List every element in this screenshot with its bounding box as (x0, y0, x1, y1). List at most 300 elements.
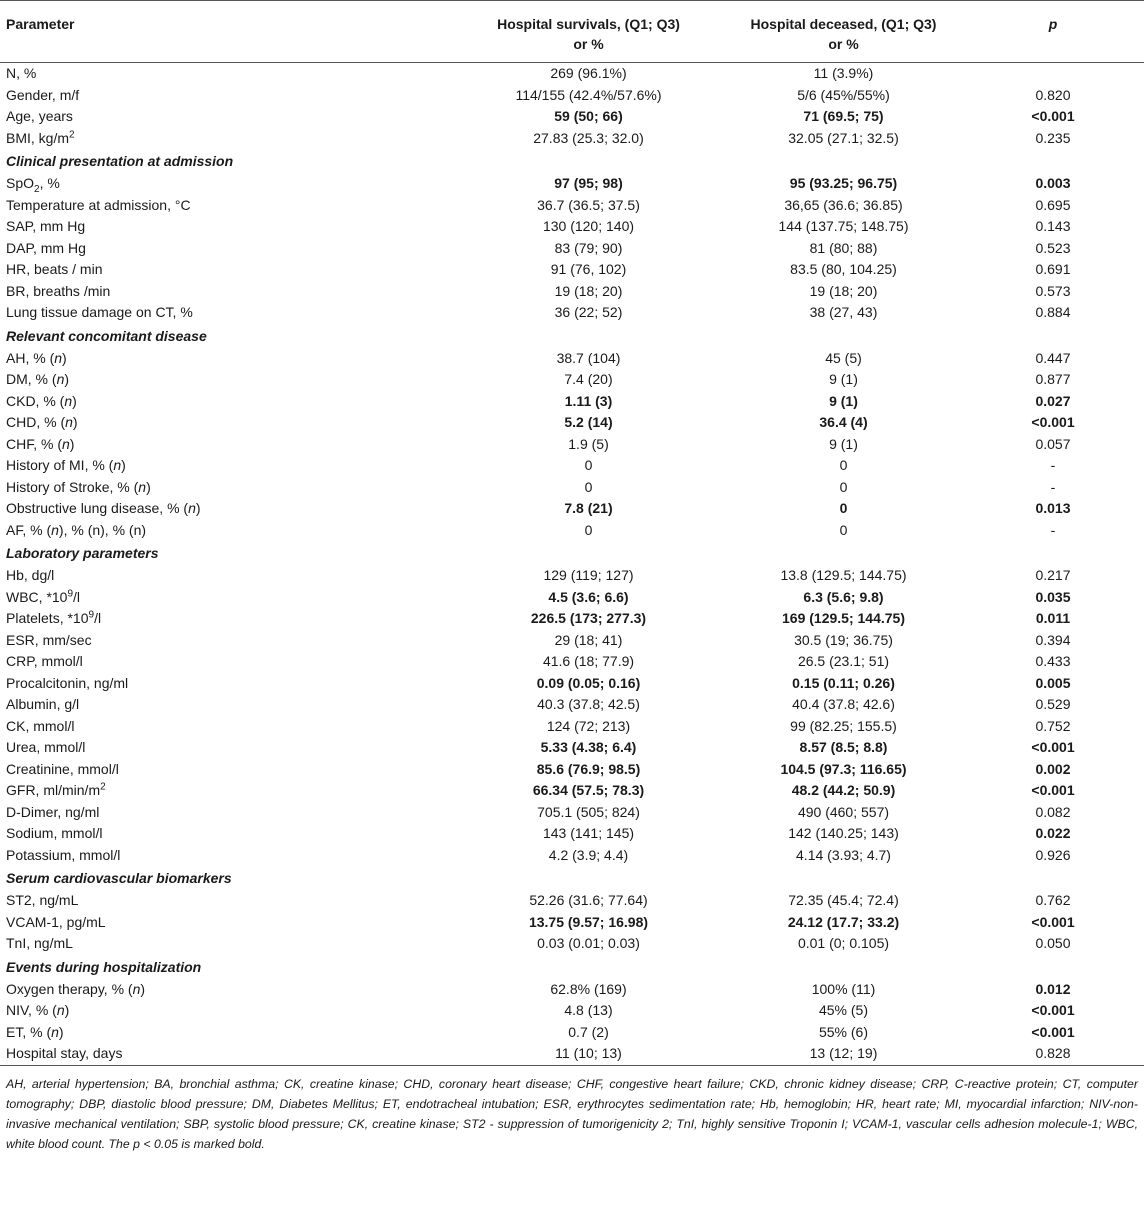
p-value-cell: - (1050, 457, 1056, 473)
parameter-cell (0, 651, 452, 673)
parameter-tail: ) (121, 457, 126, 473)
p-value-cell: 0.050 (1035, 935, 1071, 951)
survivors-cell: 0.03 (0.01; 0.03) (537, 935, 640, 951)
parameter-tail: ) (146, 478, 151, 495)
parameter-tail: /l (94, 610, 102, 626)
deceased-cell: 38 (27, 43) (809, 304, 878, 320)
table-row (0, 694, 1144, 716)
deceased-cell: 144 (137.75; 148.75) (778, 218, 909, 234)
survivors-cell: 4.2 (3.9; 4.4) (548, 846, 629, 863)
deceased-cell: 13.8 (129.5; 144.75) (780, 567, 907, 583)
deceased-cell: 0.01 (0; 0.105) (797, 935, 890, 951)
table-row (0, 890, 1144, 912)
table-row (0, 780, 1144, 802)
parameter-italic: n (51, 521, 59, 538)
parameter-label: CHF, % ( (6, 435, 62, 452)
p-value-cell: <0.001 (1031, 782, 1075, 798)
p-value-cell (962, 63, 1144, 85)
parameter-label: Albumin, g/l (6, 696, 80, 712)
section-label: Serum cardiovascular biomarkers (6, 870, 232, 886)
parameter-label: NIV, % ( (6, 1002, 57, 1018)
p-value-cell: 0.695 (1035, 196, 1071, 213)
p-value-cell: <0.001 (1031, 739, 1075, 755)
parameter-label: VCAM-1, pg/mL (6, 913, 106, 930)
p-value-cell: 0.003 (1035, 175, 1071, 191)
parameter-label: BR, breaths /min (6, 282, 111, 299)
parameter-label: Hb, dg/l (6, 567, 55, 583)
parameter-label: Urea, mmol/l (6, 739, 86, 755)
table-row (0, 651, 1144, 673)
table-row (0, 106, 1144, 128)
section-label: Clinical presentation at admission (6, 153, 234, 169)
parameter-label: AH, % ( (6, 349, 55, 366)
survivors-cell: 129 (119; 127) (543, 567, 634, 583)
parameter-label: N, % (6, 65, 37, 81)
survivors-cell: 1.11 (3) (564, 392, 613, 409)
header-deceased (725, 1, 962, 63)
parameter-cell (0, 455, 452, 477)
table-row (0, 238, 1144, 260)
deceased-cell: 45% (5) (818, 1002, 869, 1018)
header-survivors-line2: or % (573, 36, 604, 52)
table-row (0, 1022, 1144, 1044)
parameter-cell (0, 106, 452, 128)
survivors-cell: 27.83 (25.3; 32.0) (533, 129, 644, 146)
deceased-cell: 8.57 (8.5; 8.8) (799, 739, 888, 755)
parameter-label: CHD, % ( (6, 414, 66, 430)
parameter-cell (0, 565, 452, 587)
survivors-cell: 114/155 (42.4%/57.6%) (515, 86, 662, 103)
header-survivors-line1: Hospital survivals, (Q1; Q3) (497, 16, 680, 32)
parameter-label: DM, % ( (6, 371, 57, 387)
table-body (0, 63, 1144, 1066)
parameter-italic: n (188, 500, 196, 516)
deceased-cell: 30.5 (19; 36.75) (794, 631, 893, 648)
p-value-cell: <0.001 (1031, 1002, 1075, 1018)
deceased-cell: 9 (1) (829, 392, 858, 409)
parameter-italic: n (138, 478, 147, 495)
deceased-cell: 99 (82.25; 155.5) (790, 717, 897, 734)
parameter-label: WBC, *10 (6, 588, 68, 605)
table-row (0, 302, 1144, 324)
parameter-label: D-Dimer, ng/ml (6, 803, 100, 820)
deceased-cell: 45 (5) (825, 349, 862, 366)
p-value-cell: 0.217 (1035, 567, 1071, 583)
parameter-label: CKD, % ( (6, 392, 65, 409)
parameter-label: AF, % ( (6, 521, 52, 538)
table-row (0, 412, 1144, 434)
table-row (0, 173, 1144, 195)
survivors-cell: 269 (96.1%) (550, 65, 627, 81)
parameter-tail: /l (73, 588, 81, 605)
survivors-cell: 41.6 (18; 77.9) (542, 653, 635, 669)
parameter-cell (0, 434, 452, 456)
deceased-cell: 0 (839, 521, 848, 538)
parameter-cell (0, 477, 452, 499)
table-row (0, 498, 1144, 520)
parameter-tail: ) (62, 349, 67, 366)
header-p: p (1048, 16, 1058, 32)
parameter-cell (0, 391, 452, 413)
section-label: Relevant concomitant disease (6, 327, 207, 344)
parameter-italic: n (65, 414, 73, 430)
survivors-cell: 38.7 (104) (556, 349, 621, 366)
parameter-cell (0, 912, 452, 934)
deceased-cell: 48.2 (44.2; 50.9) (791, 782, 896, 798)
deceased-cell: 9 (1) (829, 435, 858, 452)
parameter-tail: ) (58, 1023, 64, 1040)
survivors-cell: 13.75 (9.57; 16.98) (528, 913, 649, 930)
table-row (0, 85, 1144, 107)
parameter-italic: n (51, 1023, 59, 1040)
deceased-cell: 36,65 (36.6; 36.85) (784, 196, 903, 213)
parameter-cell (0, 63, 452, 85)
parameter-label: SAP, mm Hg (6, 218, 86, 234)
table-row (0, 716, 1144, 738)
deceased-cell: 26.5 (23.1; 51) (797, 653, 890, 669)
parameter-label: Sodium, mmol/l (6, 825, 103, 841)
p-value-cell: 0.002 (1035, 760, 1071, 777)
parameter-cell (0, 587, 452, 609)
parameter-label: Gender, m/f (6, 86, 80, 103)
survivors-cell: 0 (584, 521, 593, 538)
section-row (0, 955, 1144, 979)
parameter-cell (0, 933, 452, 955)
parameter-cell (0, 302, 452, 324)
survivors-cell: 7.4 (20) (564, 371, 613, 387)
parameter-cell (0, 737, 452, 759)
survivors-cell: 29 (18; 41) (554, 631, 623, 648)
deceased-cell: 100% (11) (811, 980, 876, 997)
p-value-cell: 0.926 (1035, 846, 1071, 863)
survivors-cell: 0 (584, 457, 593, 473)
survivors-cell: 66.34 (57.5; 78.3) (532, 782, 645, 798)
deceased-cell: 81 (80; 88) (809, 239, 878, 256)
survivors-cell: 0.7 (2) (568, 1023, 609, 1040)
parameter-tail: ) (64, 371, 70, 387)
parameter-cell (0, 216, 452, 238)
p-value-cell: 0.082 (1035, 803, 1071, 820)
p-value-cell: 0.394 (1035, 631, 1071, 648)
parameter-tail: ) (69, 435, 75, 452)
deceased-cell: 55% (6) (818, 1023, 869, 1040)
table-row (0, 216, 1144, 238)
parameter-italic: n (113, 457, 122, 473)
p-value-cell: 0.523 (1035, 239, 1071, 256)
p-value-cell: 0.529 (1035, 696, 1071, 712)
header-survivors (452, 1, 725, 63)
parameter-cell (0, 608, 452, 630)
table-row (0, 195, 1144, 217)
survivors-cell: 40.3 (37.8; 42.5) (537, 696, 640, 712)
table-row (0, 1043, 1144, 1065)
parameter-label: History of Stroke, % ( (6, 478, 139, 495)
parameter-cell (0, 238, 452, 260)
survivors-cell: 124 (72; 213) (546, 717, 631, 734)
parameter-tail: ) (72, 414, 78, 430)
parameter-cell (0, 369, 452, 391)
survivors-cell: 59 (50; 66) (554, 108, 623, 124)
deceased-cell: 142 (140.25; 143) (788, 825, 899, 841)
parameter-tail: ) (64, 1002, 70, 1018)
parameter-tail: ) (72, 392, 77, 409)
parameter-cell (0, 759, 452, 781)
parameter-cell (0, 673, 452, 695)
survivors-cell: 62.8% (169) (550, 980, 627, 997)
header-parameter: Parameter (6, 16, 75, 32)
parameter-cell (0, 1000, 452, 1022)
section-label: Laboratory parameters (6, 545, 159, 561)
deceased-cell: 0 (839, 457, 848, 473)
parameter-cell (0, 780, 452, 802)
p-value-cell: <0.001 (1031, 414, 1075, 430)
parameter-label: ET, % ( (6, 1023, 52, 1040)
p-value-cell: 0.235 (1035, 129, 1071, 146)
deceased-cell: 0.15 (0.11; 0.26) (792, 674, 895, 691)
survivors-cell: 226.5 (173; 277.3) (530, 610, 647, 626)
survivors-cell: 130 (120; 140) (542, 218, 635, 234)
table-row (0, 1000, 1144, 1022)
section-row (0, 324, 1144, 348)
deceased-cell: 4.14 (3.93; 4.7) (796, 846, 891, 863)
parameter-subscript: 2 (34, 183, 40, 195)
parameter-cell (0, 128, 452, 150)
parameter-italic: n (64, 392, 73, 409)
parameter-label: History of MI, % ( (6, 457, 114, 473)
deceased-cell: 5/6 (45%/55%) (797, 86, 890, 103)
deceased-cell: 24.12 (17.7; 33.2) (787, 913, 900, 930)
table-row (0, 630, 1144, 652)
p-value-cell: 0.884 (1035, 304, 1071, 320)
parameter-cell (0, 1043, 452, 1065)
parameter-label: GFR, ml/min/m (6, 782, 101, 798)
survivors-cell: 4.8 (13) (564, 1002, 613, 1018)
survivors-cell: 97 (95; 98) (554, 175, 623, 191)
parameter-superscript: 2 (100, 781, 106, 793)
parameter-superscript: 2 (69, 128, 75, 140)
table-row (0, 979, 1144, 1001)
parameter-cell (0, 85, 452, 107)
table-row (0, 455, 1144, 477)
table-row (0, 281, 1144, 303)
deceased-cell: 71 (69.5; 75) (803, 108, 884, 124)
p-value-cell: 0.143 (1035, 218, 1071, 234)
table-row (0, 520, 1144, 542)
section-row (0, 866, 1144, 890)
parameter-label: BMI, kg/m (6, 129, 70, 146)
parameter-label: Platelets, *10 (6, 610, 89, 626)
parameter-italic: n (54, 349, 63, 366)
p-value-cell: 0.027 (1035, 392, 1071, 409)
parameter-label: HR, beats / min (6, 261, 103, 277)
survivors-cell: 4.5 (3.6; 6.6) (548, 588, 629, 605)
table-row (0, 477, 1144, 499)
table-row (0, 759, 1144, 781)
survivors-cell: 5.33 (4.38; 6.4) (540, 739, 637, 755)
parameter-label: ST2, ng/mL (6, 892, 79, 908)
p-value-cell: 0.762 (1035, 892, 1071, 908)
table-row (0, 933, 1144, 955)
table-row (0, 608, 1144, 630)
parameter-cell (0, 890, 452, 912)
p-value-cell: 0.752 (1035, 717, 1071, 734)
section-row (0, 541, 1144, 565)
parameter-cell (0, 195, 452, 217)
parameter-label: Potassium, mmol/l (6, 846, 121, 863)
header-deceased-line2: or % (828, 36, 859, 52)
parameter-cell (0, 348, 452, 370)
deceased-cell: 40.4 (37.8; 42.6) (792, 696, 895, 712)
table-row (0, 737, 1144, 759)
p-value-cell: 0.012 (1035, 980, 1071, 997)
table-row (0, 369, 1144, 391)
parameter-cell (0, 802, 452, 824)
table-row (0, 128, 1144, 150)
parameter-cell (0, 173, 452, 195)
survivors-cell: 705.1 (505; 824) (537, 803, 640, 820)
survivors-cell: 19 (18; 20) (554, 282, 623, 299)
parameter-italic: n (56, 371, 65, 387)
table-row (0, 673, 1144, 695)
p-value-cell: <0.001 (1031, 108, 1075, 124)
p-value-cell: 0.433 (1035, 653, 1071, 669)
survivors-cell: 36.7 (36.5; 37.5) (537, 196, 640, 213)
survivors-cell: 11 (10; 13) (555, 1045, 622, 1061)
survivors-cell: 85.6 (76.9; 98.5) (536, 760, 641, 777)
survivors-cell: 7.8 (21) (564, 500, 613, 516)
table-row (0, 802, 1144, 824)
parameter-label: Obstructive lung disease, % ( (6, 500, 189, 516)
survivors-cell: 83 (79; 90) (554, 239, 623, 256)
survivors-cell: 5.2 (14) (564, 414, 613, 430)
deceased-cell: 72.35 (45.4; 72.4) (788, 892, 899, 908)
deceased-cell: 0 (839, 478, 848, 495)
parameter-label: SpO (6, 175, 35, 191)
parameter-cell (0, 1022, 452, 1044)
p-value-cell: 0.022 (1035, 825, 1071, 841)
header-deceased-line1: Hospital deceased, (Q1; Q3) (750, 16, 937, 32)
parameter-cell (0, 520, 452, 542)
deceased-cell: 0 (839, 500, 848, 516)
table-row (0, 259, 1144, 281)
parameter-italic: n (62, 435, 70, 452)
parameter-cell (0, 281, 452, 303)
section-label: Events during hospitalization (6, 958, 202, 975)
survivors-cell: 36 (22; 52) (554, 304, 623, 320)
p-value-cell: 0.691 (1035, 261, 1071, 277)
parameter-cell (0, 716, 452, 738)
parameter-label: Oxygen therapy, % ( (6, 980, 133, 997)
p-value-cell: 0.011 (1035, 610, 1071, 626)
table-row (0, 845, 1144, 867)
deceased-cell: 6.3 (5.6; 9.8) (803, 588, 884, 605)
parameter-cell (0, 823, 452, 845)
parameter-label: CK, mmol/l (6, 717, 75, 734)
parameter-label: CRP, mmol/l (6, 653, 83, 669)
survivors-cell: 1.9 (5) (568, 435, 609, 452)
table-row (0, 391, 1144, 413)
deceased-cell: 83.5 (80, 104.25) (790, 261, 897, 277)
deceased-cell: 490 (460; 557) (797, 803, 890, 820)
table-row (0, 63, 1144, 85)
parameter-tail: ) (195, 500, 201, 516)
parameter-label: Temperature at admission, °C (6, 196, 191, 213)
p-value-cell: 0.877 (1035, 371, 1071, 387)
deceased-cell: 19 (18; 20) (809, 282, 878, 299)
deceased-cell: 11 (3.9%) (813, 65, 874, 81)
p-value-cell: <0.001 (1031, 1023, 1075, 1040)
p-value-cell: 0.005 (1035, 674, 1071, 691)
p-value-cell: 0.057 (1035, 435, 1071, 452)
table-row (0, 565, 1144, 587)
parameter-cell (0, 498, 452, 520)
parameter-cell (0, 845, 452, 867)
parameter-italic: n (56, 1002, 65, 1018)
p-value-cell: 0.447 (1035, 349, 1071, 366)
parameter-superscript: 9 (67, 587, 74, 599)
parameter-superscript: 9 (88, 609, 95, 621)
p-value-cell: 0.828 (1035, 1045, 1071, 1061)
p-value-cell: - (1050, 478, 1056, 495)
deceased-cell: 36.4 (4) (819, 414, 868, 430)
table-row (0, 823, 1144, 845)
p-value-cell: <0.001 (1031, 913, 1075, 930)
parameter-label: ESR, mm/sec (6, 631, 92, 648)
parameter-label: Hospital stay, days (6, 1045, 123, 1061)
parameter-tail: ), % (n), % (n) (58, 521, 147, 538)
p-value-cell: 0.013 (1035, 500, 1071, 516)
deceased-cell: 169 (129.5; 144.75) (782, 610, 905, 626)
p-value-cell: 0.035 (1035, 588, 1071, 605)
deceased-cell: 32.05 (27.1; 32.5) (788, 129, 899, 146)
parameter-cell (0, 694, 452, 716)
survivors-cell: 143 (141; 145) (542, 825, 635, 841)
deceased-cell: 95 (93.25; 96.75) (789, 175, 898, 191)
parameter-cell (0, 259, 452, 281)
table-row (0, 912, 1144, 934)
parameter-label: TnI, ng/mL (6, 935, 73, 951)
parameter-label: Age, years (6, 108, 73, 124)
survivors-cell: 0.09 (0.05; 0.16) (536, 674, 641, 691)
parameter-cell (0, 412, 452, 434)
survivors-cell: 52.26 (31.6; 77.64) (529, 892, 648, 908)
table-row (0, 348, 1144, 370)
parameter-label: Procalcitonin, ng/ml (6, 674, 129, 691)
deceased-cell: 104.5 (97.3; 116.65) (780, 760, 907, 777)
parameter-cell (0, 630, 452, 652)
parameter-label: Lung tissue damage on CT, % (6, 304, 193, 320)
p-value-cell: 0.573 (1035, 282, 1071, 299)
p-value-cell: - (1050, 521, 1056, 538)
parameter-tail: ) (140, 980, 146, 997)
parameter-label: DAP, mm Hg (6, 239, 86, 256)
survivors-cell: 91 (76, 102) (550, 261, 627, 277)
table-row (0, 434, 1144, 456)
section-row (0, 149, 1144, 173)
header-row (0, 1, 1144, 63)
survivors-cell: 0 (584, 478, 593, 495)
parameter-italic: n (132, 980, 141, 997)
table-footnote: AH, arterial hypertension; BA, bronchial asthma; CK, creatine kinase; CHD, coronary heart disease; CHF, congestive heart failure; CKD, chronic kidney disease; CRP, C-reactive protein; CT, computer tomography; DBP, diastolic blood pressure; DM, Diabetes Mellitus; ET, endotracheal intubation; ESR, erythrocytes sedimentation rate; Hb, hemoglobin; HR, heart rate; MI, myocardial infarction; NIV-non-invasive mechanical ventilation; SBP, systolic blood pressure; CK, creatine kinase; ST2 - suppression of tumorigenicity 2; TnI, highly sensitive Troponin I; VCAM-1, vascular cells adhesion molecule-1; WBC, white blood count. The p < 0.05 is marked bold. (6, 1076, 1138, 1151)
deceased-cell: 9 (1) (829, 371, 858, 387)
deceased-cell: 13 (12; 19) (809, 1045, 878, 1061)
table-row (0, 587, 1144, 609)
parameter-tail: , % (39, 175, 60, 191)
table-header (0, 1, 1144, 63)
parameter-label: Creatinine, mmol/l (6, 760, 119, 777)
parameter-cell (0, 979, 452, 1001)
p-value-cell: 0.820 (1035, 86, 1071, 103)
